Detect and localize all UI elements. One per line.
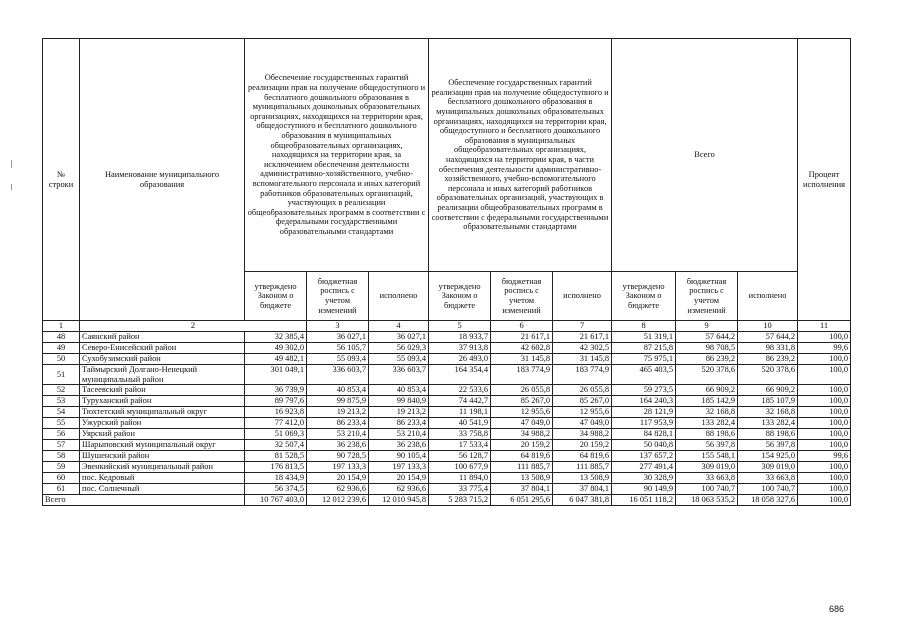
header-group-2: Обеспечение государственных гарантий реализации прав на получение общедоступного и бесплатного дошкольного образования в муниципальных дошкольных образовательных организациях, находящихся на территории края, общедоступного и бесплатного дошкольного образования в муниципальных общеобразовательных организациях, находящихся на территории края, в части обеспечения деятельности административно-хозяйственного, учебно-вспомогательного персонала и иных категорий работников образовательных организаций, участвующих в реализации общеобразовательных программ в соответствии с федеральными государственными образовательными стандартами [429, 39, 612, 272]
column-number-cell: 7 [553, 321, 612, 332]
header-percent: Процент исполнения [798, 39, 851, 321]
value-cell: 185 107,9 [738, 396, 798, 407]
percent-cell: 100,0 [798, 429, 851, 440]
value-cell: 28 121,9 [612, 407, 676, 418]
value-cell: 85 267,0 [553, 396, 612, 407]
value-cell: 62 936,6 [369, 484, 429, 495]
row-number-cell: 61 [43, 484, 80, 495]
value-cell: 100 740,7 [676, 484, 738, 495]
value-cell: 12 955,6 [491, 407, 553, 418]
column-number-cell: 10 [738, 321, 798, 332]
municipality-name-cell: Сухобузимский район [80, 354, 245, 365]
value-cell: 100 740,7 [738, 484, 798, 495]
value-cell: 88 198,6 [676, 429, 738, 440]
value-cell: 176 813,5 [245, 462, 307, 473]
table-row [43, 451, 851, 462]
value-cell: 13 508,9 [553, 473, 612, 484]
value-cell: 98 331,8 [738, 343, 798, 354]
value-cell: 18 933,7 [429, 332, 491, 343]
municipality-name-cell: Эвенкийский муниципальный район [80, 462, 245, 473]
table-row [43, 440, 851, 451]
value-cell: 98 708,5 [676, 343, 738, 354]
total-row [43, 495, 851, 506]
column-number-cell: 3 [307, 321, 369, 332]
value-cell: 51 069,3 [245, 429, 307, 440]
municipality-name-cell: Ужурский район [80, 418, 245, 429]
value-cell: 36 238,6 [307, 440, 369, 451]
header-group-total: Всего [612, 39, 798, 272]
value-cell: 64 819,6 [491, 451, 553, 462]
subheader-executed: исполнено [738, 272, 798, 321]
total-value-cell: 12 010 945,8 [369, 495, 429, 506]
value-cell: 309 019,0 [738, 462, 798, 473]
value-cell: 117 953,9 [612, 418, 676, 429]
percent-cell: 100,0 [798, 365, 851, 385]
municipality-name-cell: Тасеевский район [80, 385, 245, 396]
value-cell: 40 541,9 [429, 418, 491, 429]
table-row [43, 365, 851, 385]
value-cell: 89 797,6 [245, 396, 307, 407]
row-number-cell: 48 [43, 332, 80, 343]
value-cell: 36 027,1 [307, 332, 369, 343]
total-value-cell: 6 051 295,6 [491, 495, 553, 506]
value-cell: 11 198,1 [429, 407, 491, 418]
value-cell: 26 055,8 [553, 385, 612, 396]
scan-mark [11, 160, 12, 168]
value-cell: 36 027,1 [369, 332, 429, 343]
value-cell: 56 397,8 [676, 440, 738, 451]
municipality-name-cell: Шушенский район [80, 451, 245, 462]
table-row [43, 343, 851, 354]
total-label: Всего [43, 495, 245, 506]
value-cell: 133 282,4 [676, 418, 738, 429]
municipality-name-cell: пос. Солнечный [80, 484, 245, 495]
page-number: 686 [829, 604, 845, 614]
value-cell: 17 533,4 [429, 440, 491, 451]
header-row-number: № строки [43, 39, 80, 321]
row-number-cell: 54 [43, 407, 80, 418]
value-cell: 56 397,8 [738, 440, 798, 451]
value-cell: 90 105,4 [369, 451, 429, 462]
table-row [43, 354, 851, 365]
subheader-budget: бюджетная роспись с учетом изменений [676, 272, 738, 321]
total-value-cell: 18 063 535,2 [676, 495, 738, 506]
value-cell: 51 319,1 [612, 332, 676, 343]
value-cell: 22 533,6 [429, 385, 491, 396]
value-cell: 301 049,1 [245, 365, 307, 385]
total-value-cell: 18 058 327,6 [738, 495, 798, 506]
total-value-cell: 6 047 381,8 [553, 495, 612, 506]
value-cell: 56 374,5 [245, 484, 307, 495]
percent-cell: 100,0 [798, 484, 851, 495]
value-cell: 31 145,8 [553, 354, 612, 365]
row-number-cell: 56 [43, 429, 80, 440]
subheader-executed: исполнено [553, 272, 612, 321]
value-cell: 36 739,9 [245, 385, 307, 396]
row-number-cell: 53 [43, 396, 80, 407]
subheader-approved: утверждено Законом о бюджете [245, 272, 307, 321]
table-row [43, 462, 851, 473]
scan-mark [11, 184, 12, 190]
value-cell: 37 804,1 [553, 484, 612, 495]
value-cell: 56 029,3 [369, 343, 429, 354]
percent-cell: 100,0 [798, 462, 851, 473]
value-cell: 183 774,9 [491, 365, 553, 385]
value-cell: 99 875,9 [307, 396, 369, 407]
value-cell: 56 128,7 [429, 451, 491, 462]
value-cell: 13 508,9 [491, 473, 553, 484]
value-cell: 18 434,9 [245, 473, 307, 484]
value-cell: 20 159,2 [491, 440, 553, 451]
value-cell: 86 233,4 [369, 418, 429, 429]
value-cell: 62 936,6 [307, 484, 369, 495]
table-row [43, 396, 851, 407]
value-cell: 64 819,6 [553, 451, 612, 462]
value-cell: 34 988,2 [491, 429, 553, 440]
value-cell: 20 159,2 [553, 440, 612, 451]
column-number-cell: 5 [429, 321, 491, 332]
value-cell: 81 528,5 [245, 451, 307, 462]
value-cell: 20 154,9 [369, 473, 429, 484]
value-cell: 86 239,2 [738, 354, 798, 365]
header-group-1: Обеспечение государственных гарантий реализации прав на получение общедоступного и бесплатного дошкольного образования в муниципальных дошкольных образовательных организациях, находящихся на территории края, общедоступного и бесплатного дошкольного образования в муниципальных общеобразовательных организациях, находящихся на территории края, за исключением обеспечения деятельности административно-хозяйственного, учебно-вспомогательного персонала и иных категорий работников образовательных организаций, участвующих в реализации общеобразовательных программ в соответствии с федеральными государственными образовательными стандартами [245, 39, 429, 272]
percent-cell: 100,0 [798, 354, 851, 365]
municipality-name-cell: Саянский район [80, 332, 245, 343]
subheader-approved: утверждено Законом о бюджете [612, 272, 676, 321]
value-cell: 59 273,5 [612, 385, 676, 396]
percent-cell: 100,0 [798, 418, 851, 429]
value-cell: 86 239,2 [676, 354, 738, 365]
value-cell: 57 644,2 [738, 332, 798, 343]
row-number-cell: 49 [43, 343, 80, 354]
value-cell: 100 677,9 [429, 462, 491, 473]
table-row [43, 385, 851, 396]
value-cell: 37 913,8 [429, 343, 491, 354]
value-cell: 155 548,1 [676, 451, 738, 462]
value-cell: 55 093,4 [307, 354, 369, 365]
value-cell: 197 133,3 [307, 462, 369, 473]
value-cell: 309 019,0 [676, 462, 738, 473]
value-cell: 133 282,4 [738, 418, 798, 429]
value-cell: 47 049,0 [491, 418, 553, 429]
value-cell: 21 617,1 [553, 332, 612, 343]
value-cell: 47 049,0 [553, 418, 612, 429]
value-cell: 277 491,4 [612, 462, 676, 473]
value-cell: 42 302,5 [553, 343, 612, 354]
table-row [43, 418, 851, 429]
value-cell: 19 213,2 [307, 407, 369, 418]
value-cell: 56 105,7 [307, 343, 369, 354]
value-cell: 197 133,3 [369, 462, 429, 473]
budget-table [42, 38, 851, 506]
column-number-cell: 9 [676, 321, 738, 332]
value-cell: 90 728,5 [307, 451, 369, 462]
value-cell: 33 663,8 [738, 473, 798, 484]
total-value-cell: 12 012 239,6 [307, 495, 369, 506]
row-number-cell: 52 [43, 385, 80, 396]
table-row [43, 473, 851, 484]
row-number-cell: 60 [43, 473, 80, 484]
column-number-cell: 2 [80, 321, 307, 332]
value-cell: 336 603,7 [369, 365, 429, 385]
municipality-name-cell: Тюхтетский муниципальный округ [80, 407, 245, 418]
value-cell: 33 663,8 [676, 473, 738, 484]
value-cell: 111 885,7 [553, 462, 612, 473]
row-number-cell: 50 [43, 354, 80, 365]
percent-cell: 100,0 [798, 473, 851, 484]
total-value-cell: 10 767 403,0 [245, 495, 307, 506]
table-row [43, 484, 851, 495]
column-number-cell: 6 [491, 321, 553, 332]
value-cell: 33 775,4 [429, 484, 491, 495]
value-cell: 74 442,7 [429, 396, 491, 407]
value-cell: 37 804,1 [491, 484, 553, 495]
percent-cell: 100,0 [798, 396, 851, 407]
subheader-executed: исполнено [369, 272, 429, 321]
total-value-cell: 5 283 715,2 [429, 495, 491, 506]
value-cell: 84 828,1 [612, 429, 676, 440]
value-cell: 57 644,2 [676, 332, 738, 343]
value-cell: 32 168,8 [676, 407, 738, 418]
value-cell: 336 603,7 [307, 365, 369, 385]
row-number-cell: 51 [43, 365, 80, 385]
value-cell: 42 602,8 [491, 343, 553, 354]
row-number-cell: 58 [43, 451, 80, 462]
column-number-cell: 4 [369, 321, 429, 332]
value-cell: 55 093,4 [369, 354, 429, 365]
value-cell: 99 840,9 [369, 396, 429, 407]
value-cell: 32 168,8 [738, 407, 798, 418]
value-cell: 16 923,8 [245, 407, 307, 418]
value-cell: 12 955,6 [553, 407, 612, 418]
header-municipality-name: Наименование муниципального образования [80, 39, 245, 321]
value-cell: 11 894,0 [429, 473, 491, 484]
percent-cell: 99,6 [798, 343, 851, 354]
value-cell: 465 403,5 [612, 365, 676, 385]
value-cell: 20 154,9 [307, 473, 369, 484]
value-cell: 164 240,3 [612, 396, 676, 407]
row-number-cell: 57 [43, 440, 80, 451]
value-cell: 33 758,8 [429, 429, 491, 440]
table-row [43, 429, 851, 440]
percent-cell: 100,0 [798, 440, 851, 451]
value-cell: 75 975,1 [612, 354, 676, 365]
value-cell: 88 198,6 [738, 429, 798, 440]
column-number-cell: 11 [798, 321, 851, 332]
value-cell: 26 055,8 [491, 385, 553, 396]
value-cell: 21 617,1 [491, 332, 553, 343]
table-row [43, 407, 851, 418]
value-cell: 26 493,0 [429, 354, 491, 365]
subheader-approved: утверждено Законом о бюджете [429, 272, 491, 321]
percent-cell: 100,0 [798, 332, 851, 343]
value-cell: 520 378,6 [738, 365, 798, 385]
value-cell: 19 213,2 [369, 407, 429, 418]
value-cell: 137 657,2 [612, 451, 676, 462]
value-cell: 111 885,7 [491, 462, 553, 473]
percent-cell: 99,6 [798, 451, 851, 462]
value-cell: 31 145,8 [491, 354, 553, 365]
percent-cell: 100,0 [798, 385, 851, 396]
value-cell: 154 925,0 [738, 451, 798, 462]
value-cell: 164 354,4 [429, 365, 491, 385]
subheader-budget: бюджетная роспись с учетом изменений [307, 272, 369, 321]
municipality-name-cell: пос. Кедровый [80, 473, 245, 484]
value-cell: 49 482,1 [245, 354, 307, 365]
value-cell: 66 909,2 [738, 385, 798, 396]
column-number-cell: 1 [43, 321, 80, 332]
municipality-name-cell: Туруханский район [80, 396, 245, 407]
subheader-budget: бюджетная роспись с учетом изменений [491, 272, 553, 321]
value-cell: 53 210,4 [307, 429, 369, 440]
municipality-name-cell: Шарыповский муниципальный округ [80, 440, 245, 451]
value-cell: 77 412,0 [245, 418, 307, 429]
total-percent-cell: 100,0 [798, 495, 851, 506]
value-cell: 30 328,9 [612, 473, 676, 484]
value-cell: 183 774,9 [553, 365, 612, 385]
value-cell: 34 988,2 [553, 429, 612, 440]
percent-cell: 100,0 [798, 407, 851, 418]
total-value-cell: 16 051 118,2 [612, 495, 676, 506]
municipality-name-cell: Северо-Енисейский район [80, 343, 245, 354]
value-cell: 49 302,0 [245, 343, 307, 354]
value-cell: 32 385,4 [245, 332, 307, 343]
value-cell: 53 210,4 [369, 429, 429, 440]
value-cell: 40 853,4 [307, 385, 369, 396]
municipality-name-cell: Уярский район [80, 429, 245, 440]
value-cell: 66 909,2 [676, 385, 738, 396]
row-number-cell: 59 [43, 462, 80, 473]
value-cell: 32 507,4 [245, 440, 307, 451]
column-number-cell: 8 [612, 321, 676, 332]
value-cell: 87 215,8 [612, 343, 676, 354]
row-number-cell: 55 [43, 418, 80, 429]
value-cell: 85 267,0 [491, 396, 553, 407]
value-cell: 86 233,4 [307, 418, 369, 429]
value-cell: 185 142,9 [676, 396, 738, 407]
value-cell: 90 149,9 [612, 484, 676, 495]
municipality-name-cell: Таймырский Долгано-Ненецкий муниципальный район [80, 365, 245, 385]
value-cell: 40 853,4 [369, 385, 429, 396]
value-cell: 520 378,6 [676, 365, 738, 385]
value-cell: 50 040,8 [612, 440, 676, 451]
value-cell: 36 238,6 [369, 440, 429, 451]
table-row [43, 332, 851, 343]
